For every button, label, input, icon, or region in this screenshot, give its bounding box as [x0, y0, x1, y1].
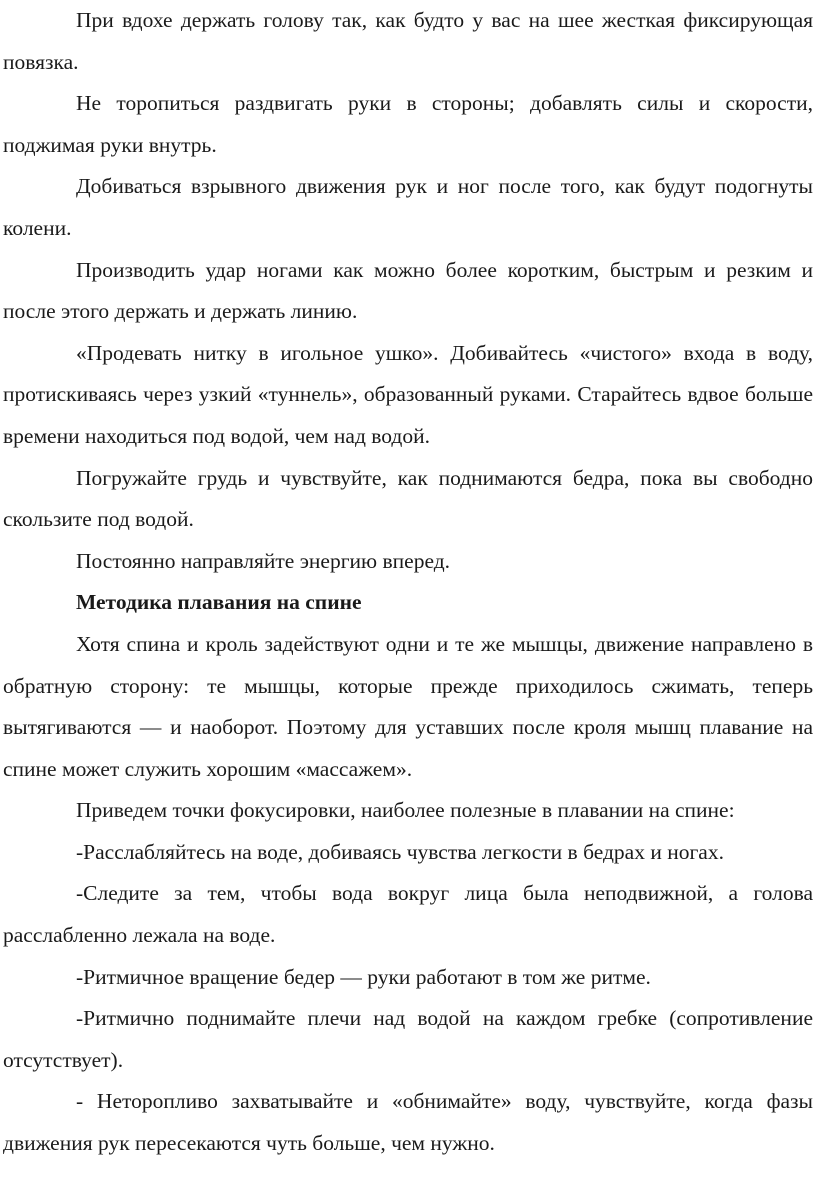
list-item-embrace-water: - Неторопливо захватывайте и «обнимайте» воду, чувствуйте, когда фазы движения рук пересекаются чуть больше, чем нужно.	[3, 1089, 813, 1156]
paragraph-chest-dive: Погружайте грудь и чувствуйте, как поднимаются бедра, пока вы свободно скользите под водой.	[3, 465, 813, 532]
list-item-hip-rotation: -Ритмичное вращение бедер — руки работают в том же ритме.	[76, 964, 651, 989]
paragraph-needle-eye: «Продевать нитку в игольное ушко». Добивайтесь «чистого» входа в воду, протискиваясь через узкий «туннель», образованный руками. Старайтесь вдвое больше времени находиться под водой, чем над водой.	[3, 340, 813, 448]
list-item-relax: -Расслабляйтесь на воде, добиваясь чувства легкости в бедрах и ногах.	[76, 839, 724, 864]
paragraph-energy-forward: Постоянно направляйте энергию вперед.	[76, 548, 451, 573]
section-heading: Методика плавания на спине	[76, 590, 362, 615]
paragraph-focus-points: Приведем точки фокусировки, наиболее полезные в плавании на спине:	[76, 798, 735, 823]
paragraph-arms-spread: Не торопиться раздвигать руки в стороны; добавлять силы и скорости, поджимая руки внутрь.	[3, 91, 813, 157]
paragraph-head-position: При вдохе держать голову так, как будто у вас на шее жесткая фиксирующая повязка.	[3, 8, 813, 74]
paragraph-backstroke-intro: Хотя спина и кроль задействуют одни и те же мышцы, движение направлено в обратную сторону: те мышцы, которые прежде приходилось сжимать, теперь вытягиваются — и наоборот. Поэтому для уставших после кроля мышц плавание на спине может служить хорошим «массажем».	[3, 631, 813, 781]
paragraph-explosive-movement: Добиваться взрывного движения рук и ног после того, как будут подогнуты колени.	[3, 174, 813, 240]
list-item-raise-shoulders: -Ритмично поднимайте плечи над водой на каждом гребке (сопротивление отсутствует).	[3, 1006, 813, 1072]
document-page	[3, 0, 813, 1165]
paragraph-leg-kick: Производить удар ногами как можно более коротким, быстрым и резким и после этого держать и держать линию.	[3, 257, 813, 324]
list-item-still-water: -Следите за тем, чтобы вода вокруг лица была неподвижной, а голова расслабленно лежала на воде.	[3, 881, 813, 948]
